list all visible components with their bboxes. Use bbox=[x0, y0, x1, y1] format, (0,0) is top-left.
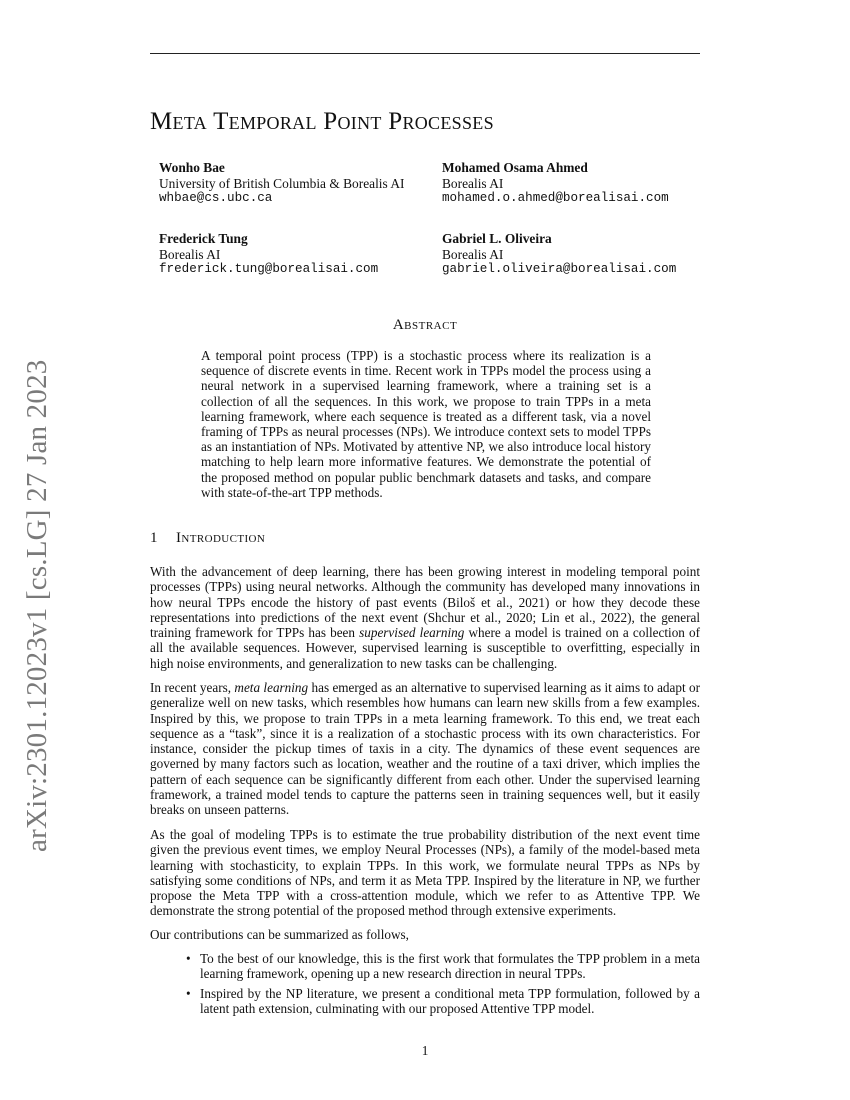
author-block bbox=[442, 160, 669, 207]
author-email[interactable]: whbae@cs.ubc.ca bbox=[159, 191, 273, 205]
paragraph-text: As the goal of modeling TPPs is to estimate the true probability distribution of the next event time given the previous event times, we employ Neural Processes (NPs), a family of the model-based meta learning with stochasticity, to explain TPPs. In this work, we formulate neural TPPs as NPs by satisfying some conditions of NPs, and term it as Meta TPP. Inspired by the literature in NP, we further propose the Meta TPP with a cross-attention module, which we refer to as Attentive TPP. We demonstrate the strong potential of the proposed method through extensive experiments. bbox=[150, 827, 700, 919]
paragraph-text: With the advancement of deep learning, there has been growing interest in modeling temporal point processes (TPPs) using neural networks. Although the community has developed many innovations in how neural TPPs encode the history of past events (Biloš et al., 2021) or how they decode these representations into predictions of the next event (Shchur et al., 2020; Lin et al., 2022), the general training framework for TPPs has been bbox=[150, 564, 700, 641]
top-rule bbox=[150, 53, 700, 54]
list-item-text: Inspired by the NP literature, we present a conditional meta TPP formulation, followed by a latent path extension, culminating with our proposed Attentive TPP model. bbox=[200, 985, 700, 1016]
author-email[interactable]: frederick.tung@borealisai.com bbox=[159, 262, 379, 276]
paragraph-text: has emerged as an alternative to supervised learning as it aims to adapt or generalize well on new tasks, which resembles how humans can learn new skills from a few examples. Inspired by this, we propose to train TPPs in a meta learning framework. To this end, we treat each sequence as a “task”, since it is a realization of a stochastic process with its own characteristics. For instance, consider the pickup times of taxis in a city. The dynamics of these event sequences are governed by many factors such as location, weather and the routine of a taxi driver, which implies the pattern of each sequence can be significantly different from each other. Under the supervised learning framework, a trained model tends to capture the patterns seen in training sequences well, but it easily breaks on unseen patterns. bbox=[150, 680, 700, 818]
author-block bbox=[159, 160, 404, 207]
author-affiliation: Borealis AI bbox=[442, 175, 504, 191]
section-title: Introduction bbox=[176, 530, 266, 546]
emphasized-term: supervised learning bbox=[359, 625, 465, 641]
body-paragraph bbox=[150, 827, 700, 919]
body-paragraph bbox=[150, 927, 700, 942]
bullet-icon: • bbox=[186, 985, 191, 1001]
page-number: 1 bbox=[421, 1043, 429, 1058]
section-number: 1 bbox=[150, 530, 158, 546]
body-paragraph bbox=[150, 680, 700, 818]
author-name: Wonho Bae bbox=[159, 160, 225, 175]
list-item-text: To the best of our knowledge, this is the first work that formulates the TPP problem in a meta learning framework, opening up a new research direction in neural TPPs. bbox=[200, 951, 700, 982]
bullet-icon: • bbox=[186, 951, 191, 966]
arxiv-identifier[interactable]: arXiv:2301.12023v1 [cs.LG] 27 Jan 2023 bbox=[21, 359, 53, 852]
author-name: Gabriel L. Oliveira bbox=[442, 231, 552, 246]
author-block bbox=[159, 231, 378, 278]
list-item bbox=[186, 951, 700, 982]
contribution-list bbox=[186, 951, 700, 1020]
author-affiliation: University of British Columbia & Borealis AI bbox=[159, 175, 405, 191]
abstract-text: A temporal point process (TPP) is a stochastic process where its realization is a sequence of discrete events in time. Recent work in TPPs model the process using a neural network in a supervised learning framework, where a training set is a collection of all the sequences. In this work, we propose to train TPPs in a meta learning framework, where each sequence is treated as a different task, via a novel framing of TPPs as neural processes (NPs). We introduce context sets to model TPPs as an instantiation of NPs. Motivated by attentive NP, we also introduce local history matching to help learn more informative features. We demonstrate the potential of the proposed method on popular public benchmark datasets and tasks, and compare with state-of-the-art TPP methods. bbox=[201, 348, 651, 500]
paper-title: Meta Temporal Point Processes bbox=[150, 108, 494, 135]
emphasized-term: meta learning bbox=[234, 680, 309, 695]
author-name: Frederick Tung bbox=[159, 231, 248, 246]
list-item bbox=[186, 986, 700, 1017]
author-name: Mohamed Osama Ahmed bbox=[442, 160, 588, 175]
abstract-heading: Abstract bbox=[392, 317, 458, 333]
section-heading bbox=[150, 530, 265, 547]
author-email[interactable]: gabriel.oliveira@borealisai.com bbox=[442, 262, 677, 276]
author-affiliation: Borealis AI bbox=[159, 246, 221, 262]
paragraph-text: where a model is trained on a collection of all the available sequences. However, supervised learning is susceptible to overfitting, especially in high noise environments, and generalization to new tasks can be challenging. bbox=[150, 625, 700, 671]
author-affiliation: Borealis AI bbox=[442, 246, 504, 262]
paragraph-text: In recent years, bbox=[150, 680, 235, 695]
author-block bbox=[442, 231, 676, 278]
author-email[interactable]: mohamed.o.ahmed@borealisai.com bbox=[442, 191, 669, 205]
paragraph-text: Our contributions can be summarized as follows, bbox=[150, 927, 409, 942]
body-paragraph bbox=[150, 564, 700, 671]
